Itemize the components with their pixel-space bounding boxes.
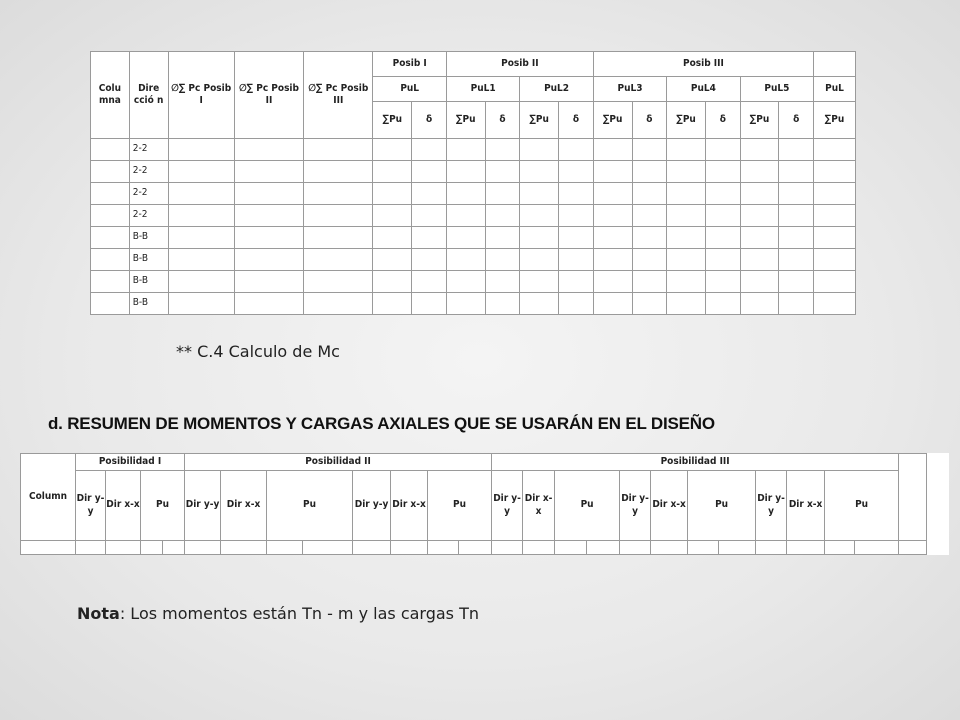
table-cell <box>814 227 856 249</box>
table-cell <box>779 139 814 161</box>
table-cell <box>91 161 130 183</box>
table-cell <box>667 205 706 227</box>
table-cell <box>667 271 706 293</box>
table-cell <box>593 227 632 249</box>
table-cell <box>779 161 814 183</box>
sub-sum-pu: ∑Pu <box>814 102 856 139</box>
table-cell <box>373 249 412 271</box>
table-cell <box>412 183 447 205</box>
table-cell <box>304 227 373 249</box>
header-posib-2: Posib II <box>446 52 593 77</box>
table-cell <box>632 249 667 271</box>
header-dir-xx: Dir x-x <box>391 471 428 541</box>
table-cell <box>485 139 520 161</box>
table-cell <box>303 541 353 555</box>
row-direccion: 2-2 <box>129 139 168 161</box>
table-cell <box>651 541 688 555</box>
table-cell <box>446 271 485 293</box>
table-cell <box>559 139 594 161</box>
table-cell <box>91 271 130 293</box>
row-direccion: 2-2 <box>129 183 168 205</box>
table-cell <box>667 161 706 183</box>
table-cell <box>91 139 130 161</box>
table-cell <box>373 183 412 205</box>
table-cell <box>593 139 632 161</box>
table-cell <box>667 249 706 271</box>
table-cell <box>446 293 485 315</box>
table-cell <box>667 293 706 315</box>
row-direccion: B-B <box>129 271 168 293</box>
table-cell <box>705 293 740 315</box>
table-cell <box>485 249 520 271</box>
table-cell <box>141 541 163 555</box>
header-pu: Pu <box>555 471 620 541</box>
table-cell <box>705 271 740 293</box>
sub-sum-pu: ∑Pu <box>667 102 706 139</box>
table-cell <box>740 249 779 271</box>
table-cell <box>620 541 651 555</box>
table-cell <box>667 139 706 161</box>
table-cell <box>559 249 594 271</box>
header-columna: Colu mna <box>91 52 130 139</box>
table-cell <box>412 205 447 227</box>
table-cell <box>520 227 559 249</box>
sub-sum-pu: ∑Pu <box>593 102 632 139</box>
table-cell <box>593 293 632 315</box>
footnote <box>77 604 479 623</box>
table-cell <box>168 161 234 183</box>
header-pu: Pu <box>688 471 756 541</box>
table-cell <box>91 227 130 249</box>
header-dir-yy: Dir y-y <box>76 471 106 541</box>
table-cell <box>740 271 779 293</box>
table-cell <box>234 249 303 271</box>
table-cell <box>632 293 667 315</box>
header-posibilidad-3: Posibilidad III <box>492 454 899 471</box>
table-cell <box>688 541 719 555</box>
header-pu: Pu <box>141 471 185 541</box>
table-cell <box>234 183 303 205</box>
sub-sum-pu: ∑Pu <box>520 102 559 139</box>
table-cell <box>485 183 520 205</box>
table-cell <box>632 139 667 161</box>
table-cell <box>555 541 587 555</box>
header-direccion: Dire cció n <box>129 52 168 139</box>
header-dir-yy: Dir y-y <box>492 471 523 541</box>
table-cell <box>740 293 779 315</box>
table-cell <box>428 541 459 555</box>
table-cell <box>559 205 594 227</box>
table-cell <box>520 271 559 293</box>
table-cell <box>593 271 632 293</box>
table-cell <box>719 541 756 555</box>
table-cell <box>559 183 594 205</box>
table-cell <box>412 161 447 183</box>
header-pu: Pu <box>428 471 492 541</box>
table-cell <box>492 541 523 555</box>
table-cell <box>91 249 130 271</box>
table-cell <box>76 541 106 555</box>
sub-sum-pu: ∑Pu <box>446 102 485 139</box>
header-pul1: PuL1 <box>446 77 519 102</box>
table-cell <box>520 293 559 315</box>
table-cell <box>168 249 234 271</box>
table-cell <box>520 249 559 271</box>
table-cell <box>520 161 559 183</box>
table-cell <box>520 183 559 205</box>
table-cell <box>632 271 667 293</box>
table-cell <box>412 139 447 161</box>
table-cell <box>705 227 740 249</box>
table-cell <box>304 271 373 293</box>
sub-delta: δ <box>485 102 520 139</box>
table-cell <box>234 161 303 183</box>
note-calculo-mc: ** C.4 Calculo de Mc <box>176 342 340 361</box>
table-cell <box>373 139 412 161</box>
table-cell <box>106 541 141 555</box>
sub-delta: δ <box>705 102 740 139</box>
header-dir-yy: Dir y-y <box>756 471 787 541</box>
table-cell <box>779 271 814 293</box>
table-cell <box>705 183 740 205</box>
table-cell <box>168 205 234 227</box>
header-pu: Pu <box>825 471 899 541</box>
row-direccion: B-B <box>129 227 168 249</box>
table-cell <box>163 541 185 555</box>
table-cell <box>221 541 267 555</box>
header-pul5: PuL5 <box>740 77 813 102</box>
summary-table <box>20 453 949 555</box>
row-direccion: B-B <box>129 293 168 315</box>
sub-delta: δ <box>779 102 814 139</box>
table-cell <box>814 249 856 271</box>
header-empty <box>899 454 927 541</box>
table-cell <box>705 139 740 161</box>
header-dir-yy: Dir y-y <box>620 471 651 541</box>
table-cell <box>373 271 412 293</box>
sub-delta: δ <box>412 102 447 139</box>
table-cell <box>756 541 787 555</box>
table-cell <box>740 227 779 249</box>
table-cell <box>855 541 899 555</box>
header-posib-1: Posib I <box>373 52 446 77</box>
table-cell <box>485 293 520 315</box>
table-cell <box>485 161 520 183</box>
table-cell <box>446 139 485 161</box>
sub-delta: δ <box>632 102 667 139</box>
table-cell <box>168 293 234 315</box>
table-cell <box>234 139 303 161</box>
section-heading: d. RESUMEN DE MOMENTOS Y CARGAS AXIALES QUE SE USARÁN EN EL DISEÑO <box>48 414 715 433</box>
table-cell <box>412 271 447 293</box>
footnote-label: Nota <box>77 604 120 623</box>
table-cell <box>91 205 130 227</box>
table-cell <box>632 161 667 183</box>
table-cell <box>705 161 740 183</box>
table-cell <box>787 541 825 555</box>
sub-sum-pu: ∑Pu <box>373 102 412 139</box>
table-cell <box>779 249 814 271</box>
table-cell <box>740 183 779 205</box>
table-cell <box>779 227 814 249</box>
header-dir-yy: Dir y-y <box>185 471 221 541</box>
table-cell <box>168 139 234 161</box>
row-direccion: 2-2 <box>129 161 168 183</box>
table-cell <box>412 249 447 271</box>
table-cell <box>593 183 632 205</box>
table-cell <box>593 161 632 183</box>
header-pul3: PuL3 <box>593 77 666 102</box>
table-cell <box>234 205 303 227</box>
table-cell <box>446 161 485 183</box>
table-cell <box>779 183 814 205</box>
table-cell <box>91 293 130 315</box>
header-dir-xx: Dir x-x <box>787 471 825 541</box>
table-cell <box>412 227 447 249</box>
header-dir-yy: Dir y-y <box>353 471 391 541</box>
table-cell <box>740 161 779 183</box>
sub-delta: δ <box>559 102 594 139</box>
table-cell <box>593 205 632 227</box>
table-cell <box>593 249 632 271</box>
table-cell <box>353 541 391 555</box>
table-cell <box>373 205 412 227</box>
table-cell <box>814 183 856 205</box>
table-cell <box>559 227 594 249</box>
table-cell <box>267 541 303 555</box>
table-cell <box>587 541 620 555</box>
table-cell <box>667 227 706 249</box>
table-cell <box>459 541 492 555</box>
table-cell <box>91 183 130 205</box>
row-direccion: B-B <box>129 249 168 271</box>
table-cell <box>234 293 303 315</box>
footnote-text: : Los momentos están Tn - m y las cargas Tn <box>119 604 480 623</box>
table-cell <box>373 161 412 183</box>
header-empty <box>814 52 856 77</box>
header-posibilidad-2: Posibilidad II <box>185 454 492 471</box>
table-cell <box>825 541 855 555</box>
table-cell <box>446 183 485 205</box>
header-pc-posib-2: ∅∑ Pc Posib II <box>234 52 303 139</box>
table-cell <box>485 227 520 249</box>
table-cell <box>304 139 373 161</box>
table-cell <box>740 205 779 227</box>
table-cell <box>779 293 814 315</box>
header-pu: Pu <box>267 471 353 541</box>
table-cell <box>632 227 667 249</box>
table-cell <box>814 205 856 227</box>
table-cell <box>559 271 594 293</box>
table-cell <box>446 227 485 249</box>
header-posib-3: Posib III <box>593 52 813 77</box>
table-cell <box>412 293 447 315</box>
table-cell <box>304 183 373 205</box>
table-cell <box>899 541 927 555</box>
header-dir-xx: Dir x-x <box>221 471 267 541</box>
table-cell <box>814 139 856 161</box>
table-cell <box>304 249 373 271</box>
table-cell <box>21 541 76 555</box>
table-cell <box>168 271 234 293</box>
header-pul2: PuL2 <box>520 77 593 102</box>
table-cell <box>446 205 485 227</box>
table-cell <box>559 161 594 183</box>
table-cell <box>485 205 520 227</box>
header-posibilidad-1: Posibilidad I <box>76 454 185 471</box>
header-pc-posib-3: ∅∑ Pc Posib III <box>304 52 373 139</box>
table-cell <box>667 183 706 205</box>
table-cell <box>520 139 559 161</box>
table-cell <box>632 205 667 227</box>
table-cell <box>304 205 373 227</box>
table-cell <box>740 139 779 161</box>
header-pul4: PuL4 <box>667 77 740 102</box>
table-cell <box>779 205 814 227</box>
table-cell <box>185 541 221 555</box>
header-dir-xx: Dir x-x <box>523 471 555 541</box>
table-cell <box>446 249 485 271</box>
table-cell <box>304 293 373 315</box>
table-cell <box>632 183 667 205</box>
table-cell <box>705 249 740 271</box>
table-cell <box>705 205 740 227</box>
table-cell <box>814 293 856 315</box>
columns-table <box>90 51 856 315</box>
table-cell <box>373 293 412 315</box>
table-cell <box>391 541 428 555</box>
header-pul: PuL <box>373 77 446 102</box>
table-cell <box>559 293 594 315</box>
sub-sum-pu: ∑Pu <box>740 102 779 139</box>
table-cell <box>373 227 412 249</box>
table-cell <box>234 271 303 293</box>
table-cell <box>814 161 856 183</box>
table-cell <box>168 183 234 205</box>
table-cell <box>523 541 555 555</box>
table-cell <box>304 161 373 183</box>
header-column: Column <box>21 454 76 541</box>
table-cell <box>814 271 856 293</box>
table-cell <box>234 227 303 249</box>
header-pc-posib-1: ∅∑ Pc Posib I <box>168 52 234 139</box>
table-cell <box>520 205 559 227</box>
table-cell <box>168 227 234 249</box>
header-pul-last: PuL <box>814 77 856 102</box>
table-cell <box>485 271 520 293</box>
row-direccion: 2-2 <box>129 205 168 227</box>
header-dir-xx: Dir x-x <box>106 471 141 541</box>
header-dir-xx: Dir x-x <box>651 471 688 541</box>
